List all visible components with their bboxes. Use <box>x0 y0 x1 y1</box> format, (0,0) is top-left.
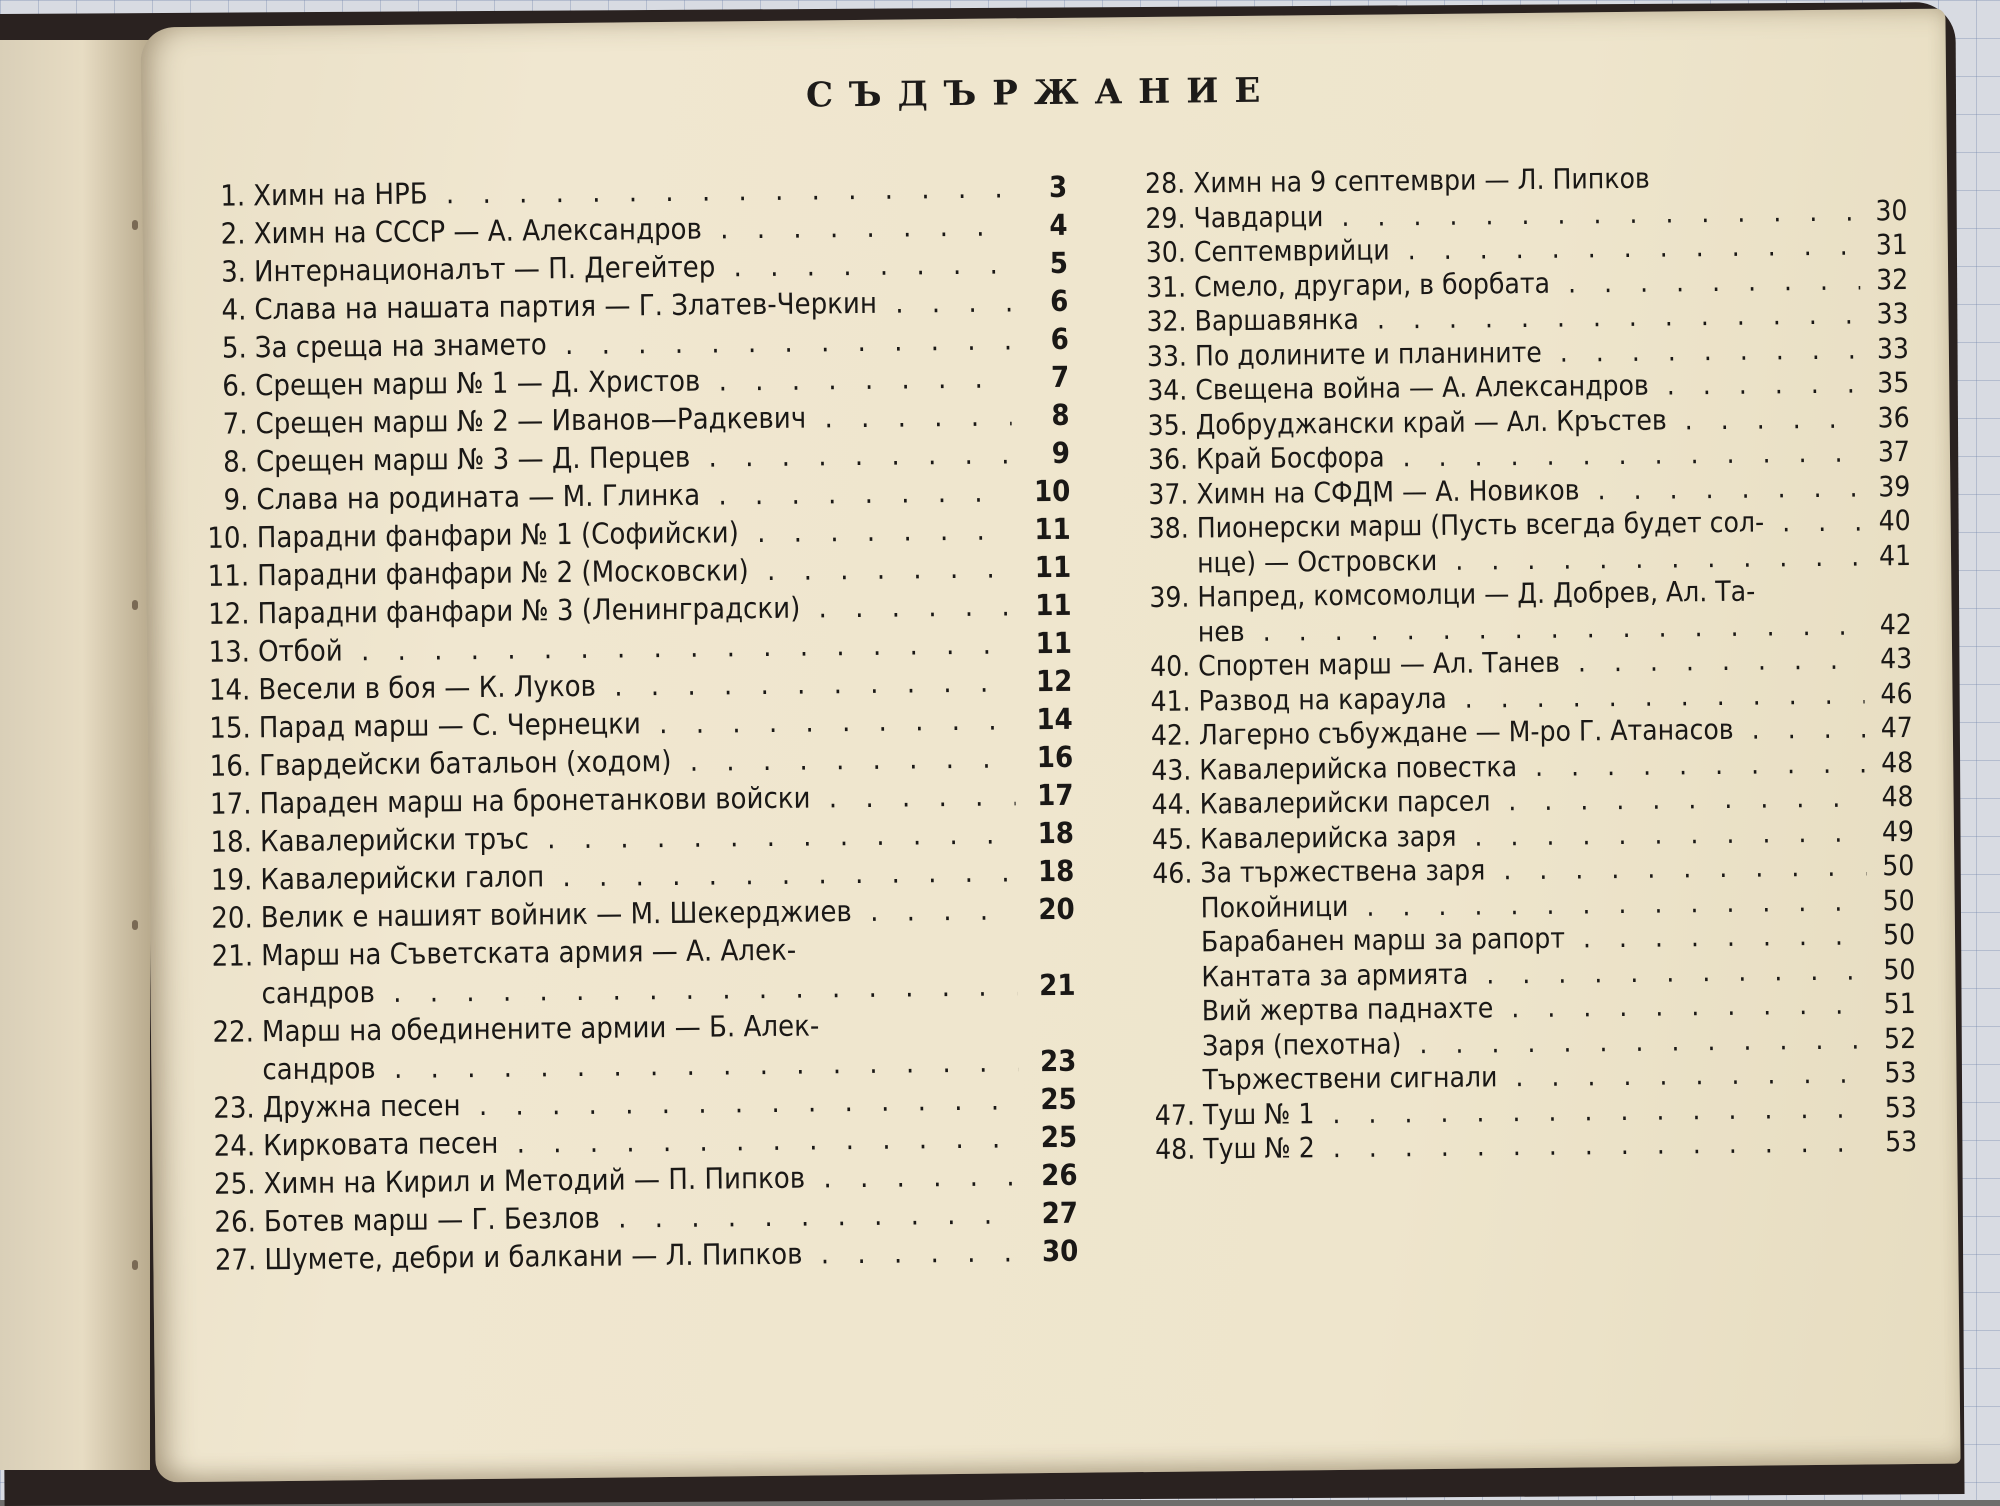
toc-entry-page: 40 <box>1878 503 1911 538</box>
toc-entry-title: Туш № 2 . . . <box>1203 1125 1869 1166</box>
toc-entry-page: 20 <box>1038 891 1075 927</box>
toc-entry-page: 33 <box>1876 331 1910 365</box>
toc-entry-title: Добруджански край — Ал. Кръстев . . . <box>1195 401 1861 442</box>
toc-entry-number: 47. <box>1154 1098 1196 1132</box>
binding-hole <box>132 1260 138 1270</box>
toc-entry-number: 4. <box>221 292 247 327</box>
toc-entry-title: Свещена война — А. Александров . . . <box>1195 366 1861 407</box>
toc-entry-number: 9. <box>223 482 249 517</box>
toc-entry-page: 53 <box>1884 1055 1917 1090</box>
toc-entry-title: Парадни фанфари № 1 (Софийски) . . . <box>257 510 1013 556</box>
toc-entry-number: 17. <box>209 786 252 821</box>
toc-entry-page: 16 <box>1036 739 1074 775</box>
contents-page <box>140 9 1960 1483</box>
toc-entry-title: Кавалерийска заря . . . <box>1200 815 1866 856</box>
toc-entry-page: 36 <box>1877 400 1910 434</box>
toc-entry-title: Кавалерийска повестка . . . <box>1199 746 1865 787</box>
toc-entry-number: 33. <box>1146 339 1188 373</box>
toc-entry-number: 16. <box>209 748 252 783</box>
toc-entry-page: 14 <box>1036 701 1073 737</box>
toc-entry-title: Септемврийци . . . <box>1194 228 1860 269</box>
toc-entry-title: Шумете, дебри и балкани — Л. Пипков . . . <box>264 1232 1020 1278</box>
toc-entry-title: Парадни фанфари № 3 (Ленинградски) . . . <box>257 586 1013 632</box>
toc-entry-title: Химн на НРБ . . . <box>253 168 1009 214</box>
toc-entry-number: 30. <box>1145 235 1187 269</box>
toc-entry-title: Срещен марш № 3 — Д. Перцев . . . <box>256 434 1012 480</box>
toc-entry-number: 18. <box>210 824 253 859</box>
toc-entry-number: 8. <box>222 444 249 479</box>
toc-entry-title: Напред, комсомолци — Д. Добрев, Ал. Та- <box>1197 574 1756 614</box>
toc-entry-page: 7 <box>1050 359 1070 394</box>
toc-entry-number: 23. <box>213 1090 255 1125</box>
toc-entry-number: 6. <box>222 368 248 403</box>
toc-entry-page: 4 <box>1049 207 1068 242</box>
toc-entry-number: 5. <box>221 330 247 365</box>
toc-entry-title: Кантата за армията . . . <box>1201 953 1867 994</box>
toc-entry-title: сандров . . . <box>262 1042 1018 1088</box>
toc-entry-number: 40. <box>1149 649 1191 683</box>
toc-entry-title: Слава на нашата партия — Г. Златев-Черкин . . . <box>254 282 1010 328</box>
toc-entry-page: 6 <box>1050 283 1069 318</box>
toc-right-column <box>1127 159 1917 1168</box>
toc-entry-page: 5 <box>1049 245 1069 280</box>
toc-entry-page: 26 <box>1041 1157 1078 1193</box>
toc-entry-number: 28. <box>1144 166 1186 200</box>
toc-entry-page: 9 <box>1051 435 1071 470</box>
toc-entry-number: 37. <box>1148 477 1189 511</box>
toc-entry-number: 10. <box>207 520 249 555</box>
toc-entry-title: Ботев марш — Г. Безлов . . . <box>264 1194 1020 1240</box>
toc-entry-number: 21. <box>211 938 254 973</box>
toc-entry-number: 29. <box>1145 201 1186 235</box>
toc-entry-title: Спортен марш — Ал. Танев . . . <box>1198 642 1864 683</box>
toc-entry-page: 51 <box>1883 986 1916 1021</box>
toc-entry-title: Кавалерийски галоп . . . <box>260 852 1016 898</box>
toc-entry-page: 50 <box>1882 883 1915 917</box>
toc-entry-title: Химн на СССР — А. Александров . . . <box>253 206 1009 252</box>
toc-entry-title: Кавалерийски тръс . . . <box>260 814 1016 860</box>
toc-entry-title: Туш № 1 . . . <box>1203 1091 1869 1132</box>
toc-entry-title: Кавалерийски парсел . . . <box>1199 780 1865 821</box>
toc-entry-page: 11 <box>1035 625 1073 661</box>
toc-entry-number: 48. <box>1155 1132 1196 1166</box>
toc-entry-page: 50 <box>1883 952 1916 986</box>
toc-entry-title: Марш на Съветската армия — А. Алек- <box>260 932 797 973</box>
toc-entry-page: 53 <box>1884 1124 1918 1159</box>
toc-entry-title: Край Босфора . . . <box>1196 435 1862 476</box>
toc-entry-page: 52 <box>1883 1021 1917 1055</box>
toc-entry-page: 46 <box>1880 676 1913 710</box>
toc-entry-title: За среща на знамето . . . <box>255 320 1011 366</box>
toc-entry-page: 33 <box>1876 296 1909 331</box>
toc-entry-title: Слава на родината — М. Глинка . . . <box>256 472 1012 518</box>
toc-entry-title: нев . . . <box>1198 608 1864 649</box>
toc-entry-number: 42. <box>1150 718 1192 752</box>
toc-entry-title: Барабанен марш за рапорт . . . <box>1201 918 1867 959</box>
toc-entry-number: 12. <box>207 596 250 631</box>
toc-entry-number: 2. <box>220 216 246 251</box>
left-page-edge <box>0 40 150 1470</box>
toc-entry <box>198 1232 1078 1279</box>
toc-entry-title: Велик е нашият войник — М. Шекерджиев . . . <box>261 890 1017 936</box>
toc-entry-page: 37 <box>1877 434 1911 469</box>
toc-entry-number: 27. <box>214 1242 257 1277</box>
binding-hole <box>132 600 138 610</box>
toc-entry-page: 21 <box>1039 967 1076 1003</box>
toc-entry-number: 1. <box>220 178 246 213</box>
toc-entry-title: Развод на караула . . . <box>1198 677 1864 718</box>
toc-entry-number: 19. <box>210 862 253 897</box>
toc-entry-title: сандров . . . <box>261 966 1017 1012</box>
toc-entry <box>1137 1125 1917 1168</box>
toc-entry-number: 31. <box>1145 270 1187 304</box>
toc-entry-title: Заря (пехотна) . . . <box>1202 1022 1868 1063</box>
toc-entry-title: Смело, другари, в борбата . . . <box>1194 263 1860 304</box>
toc-entry-page: 47 <box>1880 710 1914 745</box>
toc-entry-title: Срещен марш № 2 — Иванов—Радкевич . . . <box>255 396 1011 442</box>
toc-entry-number: 11. <box>207 558 250 593</box>
toc-entry-page: 30 <box>1875 193 1908 227</box>
toc-entry-number: 25. <box>213 1166 256 1201</box>
toc-entry-page: 25 <box>1040 1081 1077 1117</box>
toc-entry-number: 36. <box>1147 442 1189 476</box>
toc-entry-number: 14. <box>208 672 251 707</box>
toc-entry-page: 43 <box>1879 641 1913 676</box>
toc-entry-page: 3 <box>1048 169 1068 204</box>
toc-entry-page: 25 <box>1040 1119 1078 1155</box>
toc-entry-page: 8 <box>1051 397 1070 432</box>
toc-entry-title: Гвардейски батальон (ходом) . . . <box>259 738 1015 784</box>
toc-entry-title: Интернационалът — П. Дегейтер . . . <box>254 244 1010 290</box>
toc-entry-title: Кирковата песен . . . <box>263 1118 1019 1164</box>
toc-entry-title: За тържествена заря . . . <box>1200 849 1866 890</box>
toc-entry-page: 32 <box>1875 262 1909 296</box>
toc-entry-number: 39. <box>1149 580 1190 614</box>
toc-entry-number: 20. <box>211 900 253 935</box>
toc-entry-page: 31 <box>1875 227 1908 262</box>
toc-entry-number: 34. <box>1147 373 1188 407</box>
toc-entry-page: 11 <box>1034 549 1072 585</box>
toc-entry-title: Парадни фанфари № 2 (Московски) . . . <box>257 548 1013 594</box>
toc-entry-title: Вий жертва паднахте . . . <box>1202 987 1868 1028</box>
toc-entry-page: 48 <box>1881 779 1914 814</box>
toc-entry-page: 39 <box>1878 469 1911 503</box>
toc-entry-number: 44. <box>1151 787 1192 821</box>
toc-entry-page: 50 <box>1882 917 1916 952</box>
toc-entry-number: 38. <box>1148 511 1189 545</box>
toc-entry-title: Лагерно събуждане — М-ро Г. Атанасов . . . <box>1199 711 1865 752</box>
toc-entry-number: 45. <box>1151 822 1193 856</box>
toc-entry-page: 6 <box>1050 321 1069 356</box>
toc-entry-page: 10 <box>1033 473 1071 509</box>
toc-entry-page: 18 <box>1037 853 1075 889</box>
toc-entry-page: 42 <box>1879 607 1912 641</box>
toc-entry-number: 24. <box>213 1128 256 1163</box>
toc-entry-page: 12 <box>1035 663 1073 699</box>
toc-entry-number: 22. <box>212 1014 255 1049</box>
toc-entry-title: Парад марш — С. Чернецки . . . <box>259 700 1015 746</box>
toc-entry-number: 41. <box>1150 684 1191 718</box>
toc-entry-title: Весели в боя — К. Луков . . . <box>258 662 1014 708</box>
toc-entry-title: Чавдарци . . . <box>1193 194 1859 235</box>
toc-entry-title: По долините и планините . . . <box>1195 332 1861 373</box>
toc-entry-number: 15. <box>209 710 251 745</box>
toc-entry-page: 18 <box>1037 815 1075 851</box>
toc-entry-title: Химн на СФДМ — А. Новиков . . . <box>1196 470 1862 511</box>
toc-entry-title: Пионерски марш (Пусть всегда будет сол- . . . <box>1197 504 1863 545</box>
toc-entry-title: Покойници . . . <box>1201 884 1867 925</box>
toc-entry-title: Варшавянка . . . <box>1194 297 1860 338</box>
toc-entry-number: 35. <box>1147 408 1188 442</box>
toc-entry-page: 53 <box>1884 1090 1918 1124</box>
toc-entry-page: 23 <box>1039 1043 1077 1079</box>
binding-hole <box>132 220 138 230</box>
toc-left-column <box>187 168 1078 1279</box>
toc-entry-number: 32. <box>1146 304 1187 338</box>
toc-entry-title: нце) — Островски . . . <box>1197 539 1863 580</box>
toc-entry-page: 50 <box>1882 848 1915 883</box>
toc-entry-number: 3. <box>220 254 247 289</box>
toc-entry-number: 13. <box>208 634 251 669</box>
toc-entry-page: 48 <box>1881 745 1914 779</box>
toc-entry-title: Химн на 9 септември — Л. Пипков <box>1192 161 1650 200</box>
toc-entry-title: Химн на Кирил и Методий — П. Пипков . . . <box>263 1156 1019 1202</box>
toc-entry-number: 46. <box>1152 856 1193 890</box>
toc-entry-title: Тържествени сигнали . . . <box>1202 1056 1868 1097</box>
toc-entry-title: Отбой . . . <box>258 624 1014 670</box>
toc-entry-title: Срещен марш № 1 — Д. Христов . . . <box>255 358 1011 404</box>
toc-entry-page: 11 <box>1034 511 1071 547</box>
toc-entry-title: Параден марш на бронетанкови войски . . . <box>259 776 1015 822</box>
page-title: СЪДЪРЖАНИЕ <box>805 70 1277 116</box>
toc-entry-page: 11 <box>1035 587 1072 623</box>
toc-entry-page: 30 <box>1041 1233 1079 1269</box>
toc-entry-title: Дружна песен . . . <box>263 1080 1019 1126</box>
toc-entry-number: 7. <box>222 406 248 441</box>
toc-entry-number: 26. <box>214 1204 257 1239</box>
toc-entry-title: Марш на обединените армии — Б. Алек- <box>261 1008 820 1049</box>
toc-entry-page: 17 <box>1037 777 1074 813</box>
toc-entry-page: 49 <box>1881 814 1915 848</box>
toc-entry-page: 27 <box>1041 1195 1079 1231</box>
toc-entry-page: 35 <box>1877 365 1910 400</box>
toc-entry-number: 43. <box>1151 753 1192 787</box>
toc-entry-page: 41 <box>1878 538 1912 572</box>
binding-hole <box>132 920 138 930</box>
